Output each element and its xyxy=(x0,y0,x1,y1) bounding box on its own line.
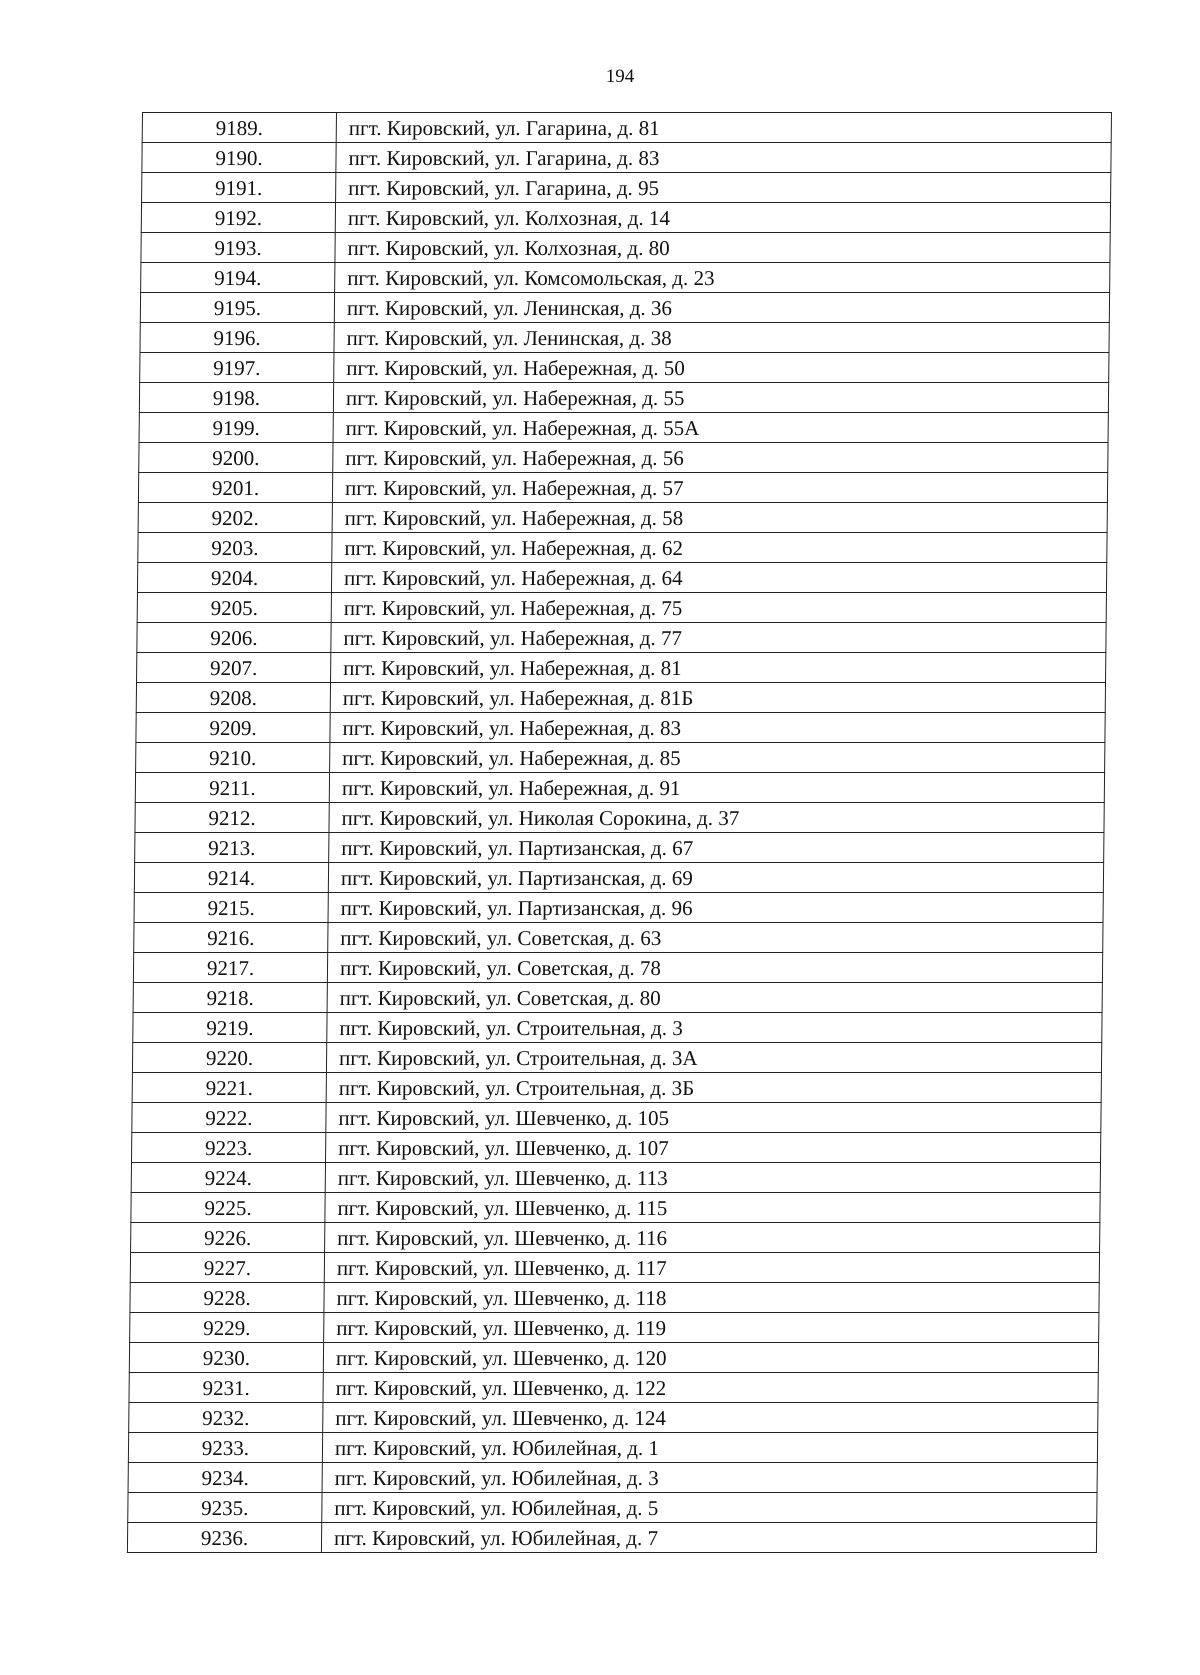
table-row xyxy=(137,563,1106,593)
row-number-cell: 9221. xyxy=(132,1073,326,1103)
address-cell: пгт. Кировский, ул. Набережная, д. 55А xyxy=(333,413,1108,443)
table-row xyxy=(140,293,1109,323)
row-number-cell: 9231. xyxy=(129,1373,323,1403)
row-number-cell: 9195. xyxy=(140,293,334,323)
address-cell: пгт. Кировский, ул. Шевченко, д. 124 xyxy=(323,1403,1098,1433)
row-number-cell: 9203. xyxy=(138,533,332,563)
address-cell: пгт. Кировский, ул. Строительная, д. 3Б xyxy=(326,1073,1101,1103)
table-row xyxy=(135,773,1104,803)
address-cell: пгт. Кировский, ул. Шевченко, д. 107 xyxy=(325,1133,1100,1163)
address-cell: пгт. Кировский, ул. Набережная, д. 81 xyxy=(331,653,1106,683)
row-number-cell: 9199. xyxy=(139,413,333,443)
table-row xyxy=(128,1463,1097,1493)
table-row xyxy=(137,653,1106,683)
row-number-cell: 9196. xyxy=(140,323,334,353)
address-cell: пгт. Кировский, ул. Советская, д. 63 xyxy=(328,923,1103,953)
address-cell: пгт. Кировский, ул. Гагарина, д. 81 xyxy=(336,113,1111,143)
table-row xyxy=(137,623,1106,653)
table-row xyxy=(133,983,1102,1013)
row-number-cell: 9220. xyxy=(132,1043,326,1073)
address-cell: пгт. Кировский, ул. Строительная, д. 3 xyxy=(327,1013,1102,1043)
address-cell: пгт. Кировский, ул. Строительная, д. 3А xyxy=(326,1043,1101,1073)
table-row xyxy=(132,1043,1101,1073)
row-number-cell: 9216. xyxy=(134,923,328,953)
address-cell: пгт. Кировский, ул. Ленинская, д. 38 xyxy=(334,323,1109,353)
row-number-cell: 9206. xyxy=(137,623,331,653)
table-row xyxy=(128,1433,1097,1463)
address-cell: пгт. Кировский, ул. Гагарина, д. 83 xyxy=(336,143,1111,173)
address-cell: пгт. Кировский, ул. Комсомольская, д. 23 xyxy=(335,263,1110,293)
address-cell: пгт. Кировский, ул. Набережная, д. 55 xyxy=(333,383,1108,413)
row-number-cell: 9213. xyxy=(135,833,329,863)
table-row xyxy=(130,1313,1099,1343)
table-row xyxy=(138,533,1107,563)
table-row xyxy=(131,1163,1100,1193)
address-cell: пгт. Кировский, ул. Юбилейная, д. 5 xyxy=(322,1493,1097,1523)
row-number-cell: 9230. xyxy=(129,1343,323,1373)
table-row xyxy=(130,1283,1099,1313)
table-row xyxy=(137,593,1106,623)
address-cell: пгт. Кировский, ул. Шевченко, д. 113 xyxy=(325,1163,1100,1193)
page-number: 194 xyxy=(605,66,635,87)
table-row xyxy=(142,173,1111,203)
address-cell: пгт. Кировский, ул. Набережная, д. 50 xyxy=(334,353,1109,383)
row-number-cell: 9210. xyxy=(136,743,330,773)
table-row xyxy=(132,1073,1101,1103)
row-number-cell: 9209. xyxy=(136,713,330,743)
address-cell: пгт. Кировский, ул. Набережная, д. 85 xyxy=(330,743,1105,773)
table-row xyxy=(129,1343,1098,1373)
row-number-cell: 9208. xyxy=(136,683,330,713)
address-cell: пгт. Кировский, ул. Юбилейная, д. 1 xyxy=(322,1433,1097,1463)
address-cell: пгт. Кировский, ул. Набережная, д. 56 xyxy=(333,443,1108,473)
row-number-cell: 9214. xyxy=(134,863,328,893)
address-cell: пгт. Кировский, ул. Шевченко, д. 116 xyxy=(325,1223,1100,1253)
row-number-cell: 9224. xyxy=(131,1163,325,1193)
address-cell: пгт. Кировский, ул. Набережная, д. 64 xyxy=(331,563,1106,593)
row-number-cell: 9215. xyxy=(134,893,328,923)
row-number-cell: 9190. xyxy=(142,143,336,173)
row-number-cell: 9217. xyxy=(133,953,327,983)
row-number-cell: 9227. xyxy=(130,1253,324,1283)
row-number-cell: 9223. xyxy=(131,1133,325,1163)
row-number-cell: 9235. xyxy=(128,1493,322,1523)
table-row xyxy=(136,683,1105,713)
row-number-cell: 9191. xyxy=(142,173,336,203)
address-cell: пгт. Кировский, ул. Советская, д. 80 xyxy=(327,983,1102,1013)
address-table-wrapper xyxy=(127,112,1097,1550)
table-row xyxy=(134,893,1103,923)
table-row xyxy=(141,233,1110,263)
row-number-cell: 9198. xyxy=(139,383,333,413)
address-cell: пгт. Кировский, ул. Колхозная, д. 14 xyxy=(335,203,1110,233)
address-cell: пгт. Кировский, ул. Набережная, д. 57 xyxy=(332,473,1107,503)
table-row xyxy=(130,1253,1099,1283)
address-cell: пгт. Кировский, ул. Шевченко, д. 105 xyxy=(326,1103,1101,1133)
address-table xyxy=(127,112,1112,1553)
row-number-cell: 9194. xyxy=(141,263,335,293)
address-cell: пгт. Кировский, ул. Набережная, д. 83 xyxy=(330,713,1105,743)
address-cell: пгт. Кировский, ул. Шевченко, д. 122 xyxy=(323,1373,1098,1403)
address-cell: пгт. Кировский, ул. Набережная, д. 77 xyxy=(331,623,1106,653)
row-number-cell: 9207. xyxy=(137,653,331,683)
address-cell: пгт. Кировский, ул. Набережная, д. 75 xyxy=(331,593,1106,623)
table-row xyxy=(142,143,1111,173)
address-cell: пгт. Кировский, ул. Набережная, д. 58 xyxy=(332,503,1107,533)
address-cell: пгт. Кировский, ул. Набережная, д. 91 xyxy=(329,773,1104,803)
table-row xyxy=(141,263,1110,293)
table-row xyxy=(132,1103,1101,1133)
table-row xyxy=(136,743,1105,773)
row-number-cell: 9212. xyxy=(135,803,329,833)
address-table-body xyxy=(127,113,1111,1553)
table-row xyxy=(133,953,1102,983)
table-row xyxy=(131,1133,1100,1163)
row-number-cell: 9229. xyxy=(130,1313,324,1343)
address-cell: пгт. Кировский, ул. Набережная, д. 62 xyxy=(332,533,1107,563)
table-row xyxy=(135,803,1104,833)
table-row xyxy=(140,323,1109,353)
row-number-cell: 9226. xyxy=(131,1223,325,1253)
address-cell: пгт. Кировский, ул. Юбилейная, д. 3 xyxy=(322,1463,1097,1493)
address-cell: пгт. Кировский, ул. Шевченко, д. 120 xyxy=(323,1343,1098,1373)
row-number-cell: 9192. xyxy=(141,203,335,233)
table-row xyxy=(127,1523,1096,1553)
row-number-cell: 9202. xyxy=(138,503,332,533)
table-row xyxy=(139,443,1108,473)
address-cell: пгт. Кировский, ул. Шевченко, д. 117 xyxy=(324,1253,1099,1283)
row-number-cell: 9193. xyxy=(141,233,335,263)
address-cell: пгт. Кировский, ул. Юбилейная, д. 7 xyxy=(321,1523,1096,1553)
address-cell: пгт. Кировский, ул. Партизанская, д. 96 xyxy=(328,893,1103,923)
table-row xyxy=(134,923,1103,953)
row-number-cell: 9232. xyxy=(129,1403,323,1433)
table-row xyxy=(131,1193,1100,1223)
table-row xyxy=(135,833,1104,863)
table-row xyxy=(138,473,1107,503)
table-row xyxy=(139,413,1108,443)
address-cell: пгт. Кировский, ул. Колхозная, д. 80 xyxy=(335,233,1110,263)
table-row xyxy=(128,1493,1097,1523)
table-row xyxy=(133,1013,1102,1043)
table-row xyxy=(142,113,1111,143)
table-row xyxy=(136,713,1105,743)
address-cell: пгт. Кировский, ул. Шевченко, д. 115 xyxy=(325,1193,1100,1223)
address-cell: пгт. Кировский, ул. Партизанская, д. 69 xyxy=(328,863,1103,893)
table-row xyxy=(129,1403,1098,1433)
row-number-cell: 9211. xyxy=(135,773,329,803)
address-cell: пгт. Кировский, ул. Шевченко, д. 118 xyxy=(324,1283,1099,1313)
row-number-cell: 9218. xyxy=(133,983,327,1013)
row-number-cell: 9225. xyxy=(131,1193,325,1223)
row-number-cell: 9228. xyxy=(130,1283,324,1313)
table-row xyxy=(141,203,1110,233)
table-row xyxy=(129,1373,1098,1403)
table-row xyxy=(139,383,1108,413)
address-cell: пгт. Кировский, ул. Гагарина, д. 95 xyxy=(336,173,1111,203)
row-number-cell: 9222. xyxy=(132,1103,326,1133)
row-number-cell: 9236. xyxy=(127,1523,321,1553)
table-row xyxy=(134,863,1103,893)
address-cell: пгт. Кировский, ул. Набережная, д. 81Б xyxy=(330,683,1105,713)
address-cell: пгт. Кировский, ул. Советская, д. 78 xyxy=(327,953,1102,983)
row-number-cell: 9189. xyxy=(142,113,336,143)
row-number-cell: 9205. xyxy=(137,593,331,623)
address-cell: пгт. Кировский, ул. Ленинская, д. 36 xyxy=(334,293,1109,323)
row-number-cell: 9233. xyxy=(128,1433,322,1463)
row-number-cell: 9200. xyxy=(139,443,333,473)
address-cell: пгт. Кировский, ул. Партизанская, д. 67 xyxy=(329,833,1104,863)
row-number-cell: 9197. xyxy=(140,353,334,383)
row-number-cell: 9201. xyxy=(138,473,332,503)
address-cell: пгт. Кировский, ул. Шевченко, д. 119 xyxy=(324,1313,1099,1343)
row-number-cell: 9234. xyxy=(128,1463,322,1493)
table-row xyxy=(131,1223,1100,1253)
address-cell: пгт. Кировский, ул. Николая Сорокина, д. 37 xyxy=(329,803,1104,833)
table-row xyxy=(140,353,1109,383)
row-number-cell: 9204. xyxy=(137,563,331,593)
row-number-cell: 9219. xyxy=(133,1013,327,1043)
table-row xyxy=(138,503,1107,533)
